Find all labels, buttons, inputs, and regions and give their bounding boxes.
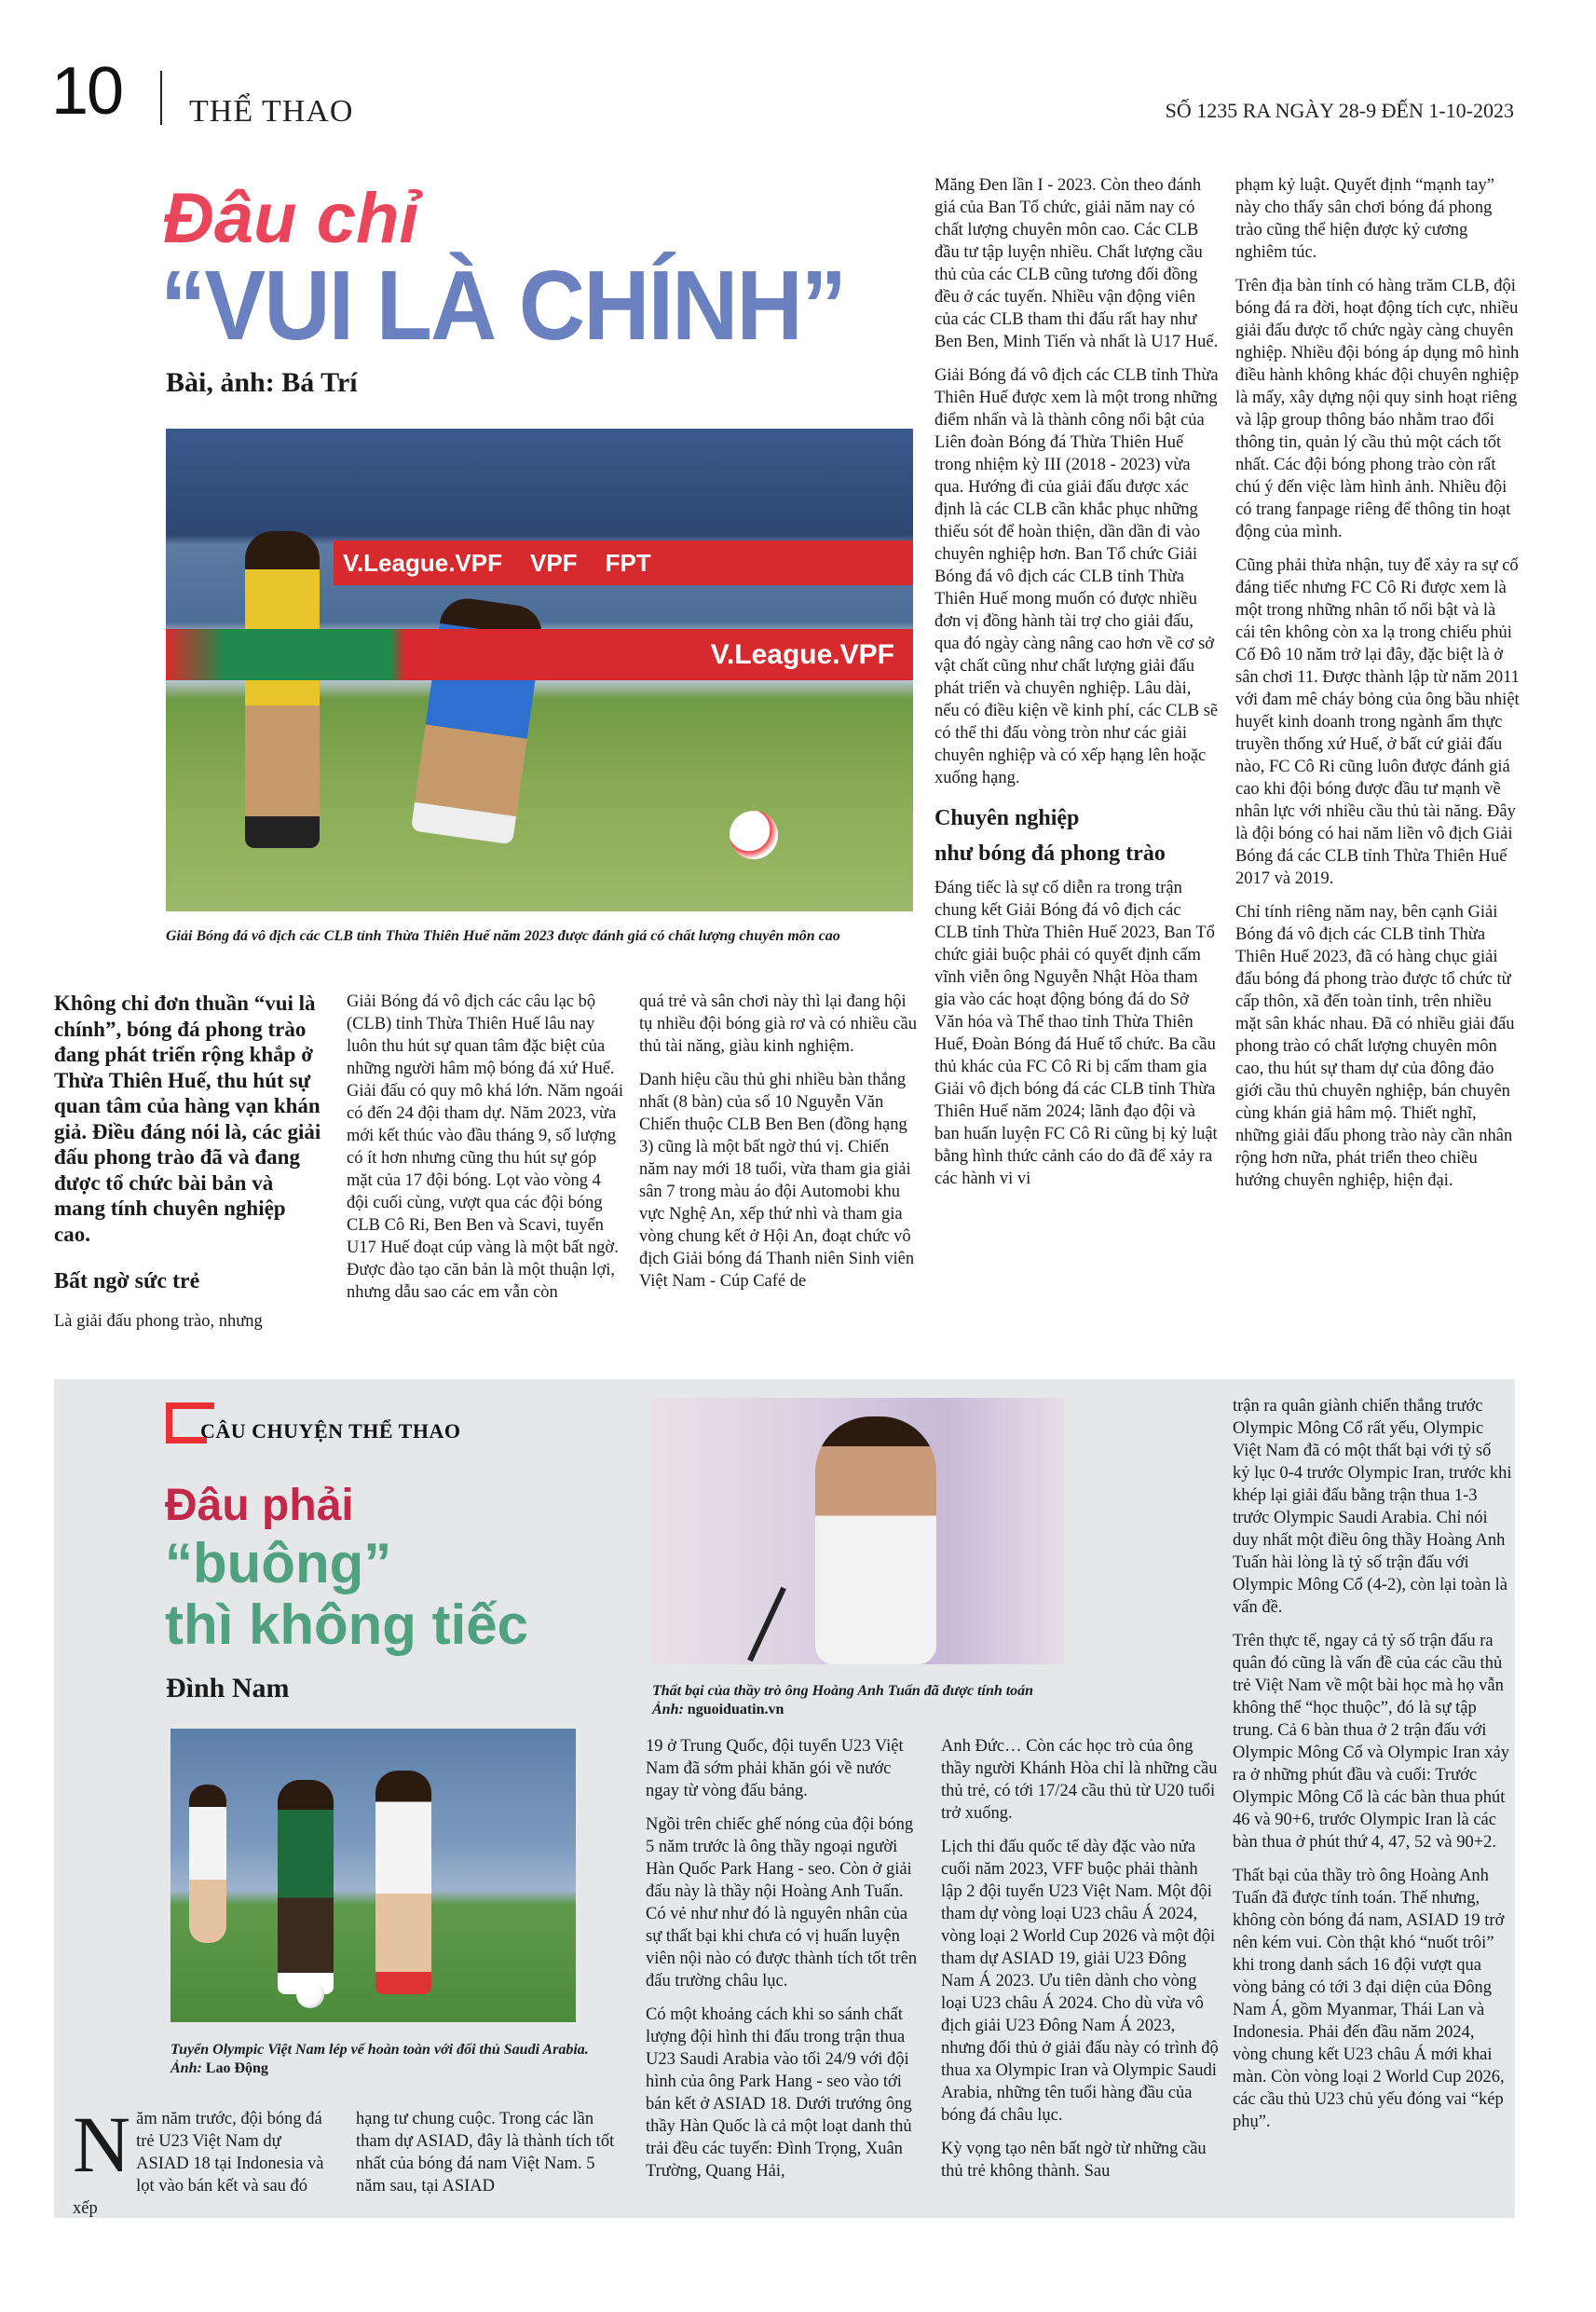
ad-board-upper — [334, 540, 913, 585]
title-line: thì không tiếc — [165, 1594, 528, 1656]
article1-lead: Không chỉ đơn thuần “vui là chính”, bóng đá phong trào đang phát triển rộng khắp ở Thừa Thiên Huế, thu hút sự quan tâm của hàng vạn khán giả. Điều đáng nói là, các giải đấu phong trào đã và đang được tổ chức bài bản và mang tính chuyên nghiệp cao. — [54, 992, 321, 1246]
article1-column-4 — [934, 174, 1219, 1356]
football — [730, 811, 778, 859]
football — [296, 1980, 324, 2008]
ad-text: V.League.VPF — [343, 548, 502, 577]
article1-column-3 — [639, 991, 919, 1359]
paragraph: Giải Bóng đá vô địch các câu lạc bộ (CLB) tỉnh Thừa Thiên Huế lâu nay luôn thu hút sự quan tâm đặc biệt của những người hâm mộ bóng đá xứ Huế. Giải đấu có quy mô khá lớn. Năm ngoái có đến 24 đội tham dự. Năm 2023, vừa mới kết thúc vào đầu tháng 9, số lượng có ít hơn nhưng cũng thu hút sự góp mặt của 17 đội bóng. Lọt vào vòng 4 đội cuối cùng, vượt qua các đội bóng CLB Cô Ri, Ben Ben và Scavi, tuyển U17 Huế đoạt cúp vàng là một bất ngờ. Được đào tạo căn bản là một thuận lợi, nhưng dẫu sao các em vẫn còn — [347, 992, 623, 1302]
subhead-line: Chuyên nghiệp — [934, 806, 1080, 830]
player-yellow — [245, 531, 320, 848]
paragraph: Trên địa bàn tỉnh có hàng trăm CLB, đội bóng đá ra đời, hoạt động tích cực, nhiều giải đấu được tổ chức ngày càng chuyên nghiệp. Nhiều đội bóng áp dụng mô hình điều hành không khác đội chuyên nghiệp là mấy, xây dựng nội quy sinh hoạt riêng và lập group thông báo nhằm trao đổi thông tin, quản lý cầu thủ một cách tốt nhất. Các đội bóng phong trào còn rất chú ý đến việc làm hình ảnh. Nhiều đội có trang fanpage riêng để thông tin hoạt động của mình. — [1235, 277, 1520, 541]
page-number: 10 — [51, 54, 123, 129]
article2-photo-coach — [652, 1398, 1064, 1664]
paragraph: Cũng phải thừa nhận, tuy để xảy ra sự cố đáng tiếc nhưng FC Cô Ri được xem là một trong những nhân tố nổi bật và là cái tên không còn xa lạ trong chiếu phủi Cố Đô 10 năm trở lại đây, đặc biệt là ở sân chơi 11. Được thành lập từ năm 2011 với đam mê cháy bỏng của ông bầu nhiệt huyết kinh doanh trong ngành ẩm thực truyền thống xứ Huế, ở bất cứ giải đấu nào, FC Cô Ri cũng luôn được đánh giá cao khi đội bóng được đầu tư mạnh về nhân lực với nhiều cầu thủ tài năng. Đây là đội bóng có hai năm liền vô địch Giải Bóng đá các CLB tỉnh Thừa Thiên Huế 2017 và 2019. — [1235, 556, 1520, 888]
paragraph: Măng Đen lần I - 2023. Còn theo đánh giá của Ban Tổ chức, giải năm nay có chất lượng chuyên môn cao. Các CLB đầu tư tập luyện nhiều. Chất lượng cầu thủ của các CLB cũng tương đối đồng đều ở các tuyến. Nhiều vận động viên của các CLB tham thi đấu rất hay như Ben Ben, Minh Tiến và nhất là U17 Huế. — [934, 176, 1219, 351]
paragraph: Kỳ vọng tạo nên bất ngờ từ những cầu thủ trẻ không thành. Sau — [941, 2140, 1207, 2181]
article2-column-5 — [1233, 1395, 1512, 2201]
paragraph: Anh Đức… Còn các học trò của ông thầy người Khánh Hòa chỉ là những cầu thủ trẻ, có tới 17/24 cầu thủ từ U20 tuổi trở xuống. — [941, 1737, 1218, 1823]
issue-date: SỐ 1235 RA NGÀY 28-9 ĐẾN 1-10-2023 — [1165, 99, 1514, 122]
section-name: THỂ THAO — [189, 94, 354, 129]
subhead-line: như bóng đá phong trào — [934, 841, 1166, 866]
paragraph: Trên thực tế, ngay cả tỷ số trận đấu ra quân đó cũng là vấn đề của các cầu thủ trẻ Việt Nam về một bài học mà họ vẫn không thể “học thuộc”, đó là sự tập trung. Cả 6 bàn thua ở 2 trận đấu với Olympic Mông Cổ và Olympic Iran xảy ra ở những phút đầu và cuối: Trước Olympic Mông Cổ là các bàn thua phút 46 và 90+6, trước Olympic Iran là các bàn thua ở phút thứ 4, 47, 52 và 90+2. — [1233, 1632, 1509, 1852]
paragraph: Có một khoảng cách khi so sánh chất lượng đội hình thi đấu trong trận thua U23 Saudi Arabia vào tối 24/9 với đội hình của ông Park Hang - seo vào tới bán kết ở ASIAD 18. Dưới trướng ông thầy Hàn Quốc là cả một loạt danh thủ trải đều các tuyến: Đình Trọng, Xuân Trường, Quang Hải, — [646, 2005, 912, 2181]
article1-byline: Bài, ảnh: Bá Trí — [166, 367, 358, 398]
article2-title-line2-3 — [165, 1533, 528, 1656]
microphone — [747, 1587, 786, 1662]
paragraph: Danh hiệu cầu thủ ghi nhiều bàn thắng nhất (8 bàn) của số 10 Nguyễn Văn Chiến thuộc CLB Ben Ben (đồng hạng 3) cũng là một bất ngờ thú vị. Chiến năm nay mới 18 tuổi, vừa tham gia giải sân 7 trong màu áo đội Automobi khu vực Nghệ An, xếp thứ nhì và tham gia vòng chung kết ở Hội An, đoạt chức vô địch Giải bóng đá Thanh niên Sinh viên Việt Nam - Cúp Café de — [639, 1071, 915, 1291]
article1-photo — [166, 429, 913, 911]
article2-column-2 — [356, 2108, 628, 2209]
paragraph: phạm kỷ luật. Quyết định “mạnh tay” này cho thấy sân chơi bóng đá phong trào cũng thể hiện được kỷ cương nghiêm túc. — [1235, 176, 1494, 262]
header-divider — [160, 71, 162, 125]
article2-title-line1: Đâu phải — [165, 1481, 354, 1530]
paragraph — [73, 2100, 326, 2220]
article2-photo-match — [171, 1729, 576, 2022]
article2-photo-match-caption — [171, 2041, 608, 2078]
paragraph: Là giải đấu phong trào, nhưng — [54, 1312, 263, 1331]
article1-photo-caption: Giải Bóng đá vô địch các CLB tỉnh Thừa Thiên Huế năm 2023 được đánh giá có chất lượng chuyên môn cao — [166, 928, 840, 944]
paragraph: 19 ở Trung Quốc, đội tuyển U23 Việt Nam đã sớm phải khăn gói về nước ngay từ vòng đấu bảng. — [646, 1737, 904, 1800]
article1-column-1 — [54, 991, 324, 1344]
article1-title-line2: “VUI LÀ CHÍNH” — [160, 251, 846, 361]
article2-kicker: CÂU CHUYỆN THỂ THAO — [200, 1419, 461, 1443]
player-white-bg — [189, 1785, 226, 1943]
article1-subhead-2 — [934, 800, 1219, 871]
paragraph: Đáng tiếc là sự cố diễn ra trong trận chung kết Giải Bóng đá vô địch các CLB tỉnh Thừa Thiên Huế 2023, Ban Tổ chức giải buộc phải có quyết định cấm vĩnh viễn ông Nguyễn Nhật Hòa tham gia vào các hoạt động bóng đá do Sở Văn hóa và Thể thao tỉnh Thừa Thiên Huế, Đoàn Bóng đá Huế tổ chức. Ba cầu thủ khác của FC Cô Ri bị cấm tham gia Giải vô địch bóng đá các CLB tỉnh Thừa Thiên Huế năm 2024; lãnh đạo đội và ban huấn luyện FC Cô Ri cũng bị kỷ luật bằng hình thức cảnh cáo do đã để xảy ra các hành vi vi — [934, 879, 1218, 1188]
paragraph: Giải Bóng đá vô địch các CLB tỉnh Thừa Thiên Huế được xem là một trong những điểm nhấn và là thành công nổi bật của Liên đoàn Bóng đá Thừa Thiên Huế trong nhiệm kỳ III (2018 - 2023) vừa qua. Hướng đi của giải đấu được xác định là các CLB cần khắc phục những thiếu sót để hoàn thiện, dần dần đi vào chuyên nghiệp hơn. Ban Tổ chức Giải Bóng đá vô địch các CLB tỉnh Thừa Thiên Huế mong muốn có được nhiều đơn vị đồng hành tài trợ cho giải đấu, qua đó ngày càng nâng cao hơn về cơ sở vật chất cũng như chất lượng giải đấu phát triển và chuyên nghiệp. Lâu dài, nếu có điều kiện về kinh phí, các CLB sẽ có thể thi đấu vòng tròn như các giải chuyên nghiệp và có xếp hạng lên hoặc xuống hạng. — [934, 366, 1219, 787]
article1-title-line1: Đâu chỉ — [163, 179, 419, 258]
caption-text: Thất bại của thầy trò ông Hoàng Anh Tuấn đã được tính toán — [652, 1683, 1034, 1699]
article2-column-1 — [73, 2100, 326, 2231]
article2-photo-coach-caption — [652, 1682, 1174, 1719]
ad-text: FPT — [605, 548, 651, 577]
ad-text: VPF — [530, 548, 578, 577]
caption-text: Tuyển Olympic Việt Nam lép vế hoàn toàn với đối thủ Saudi Arabia. Ảnh: — [171, 2042, 589, 2076]
paragraph-text: ăm năm trước, đội bóng đá trẻ U23 Việt Nam dự ASIAD 18 tại Indonesia và lọt vào bán kết và sau đó xếp — [73, 2110, 324, 2218]
player-white — [375, 1771, 431, 1994]
title-line: “buông” — [165, 1532, 392, 1594]
paragraph: Ngồi trên chiếc ghế nóng của đội bóng 5 năm trước là ông thầy ngoại người Hàn Quốc Park Hang - seo. Còn ở giải đấu này là thầy nội Hoàng Anh Tuấn. Có vẻ như như đó là nguyên nhân của sự thất bại khi chưa có vị huấn luyện viên nội nào có được thành tích tốt trên đấu trường châu lục. — [646, 1815, 918, 1991]
paragraph: quá trẻ và sân chơi này thì lại đang hội tụ nhiều đội bóng già rơ và có nhiều cầu thủ tài năng, giàu kinh nghiệm. — [639, 992, 917, 1056]
article2-column-4 — [941, 1735, 1221, 2201]
paragraph: Lịch thi đấu quốc tế dày đặc vào nửa cuối năm 2023, VFF buộc phải thành lập 2 đội tuyển U23 Việt Nam. Một đội tham dự vòng loại U23 châu Á 2024, vòng loại 2 World Cup 2026 và một đội tham dự ASIAD 19, giải U23 Đông Nam Á 2023. Ưu tiên dành cho vòng loại U23 châu Á 2024. Cho dù vừa vô địch giải U23 Đông Nam Á 2023, nhưng đối thủ ở giải đấu này có trình độ thua xa Olympic Iran và Olympic Saudi Arabia, những tên tuổi hàng đầu của bóng đá châu lục. — [941, 1838, 1219, 2125]
photo-credit: nguoiduatin.vn — [687, 1702, 784, 1717]
paragraph: Chỉ tính riêng năm nay, bên cạnh Giải Bóng đá vô địch các CLB tỉnh Thừa Thiên Huế 2023, đã có hàng chục giải đấu bóng đá phong trào được tổ chức từ cấp thôn, xã đến toàn tỉnh, trên nhiều mặt sân khác nhau. Đã có nhiều giải đấu phong trào có chất lượng chuyên môn cao, thu hút sự tham dự của đông đảo giới cầu thủ chuyên nghiệp, bán chuyên cùng khán giả hâm mộ. Thiết nghĩ, những giải đấu phong trào này cần nhân rộng hơn nữa, phát triển theo chiều hướng chuyên nghiệp, hiện đại. — [1235, 903, 1515, 1190]
article2-column-3 — [646, 1735, 923, 2201]
article1-column-2 — [347, 991, 626, 1359]
photo-credit: Lao Động — [205, 2060, 268, 2076]
article1-column-5 — [1235, 174, 1520, 1356]
credit-label: Ảnh: — [652, 1702, 688, 1717]
coach-figure — [815, 1416, 936, 1664]
paragraph: Thất bại của thầy trò ông Hoàng Anh Tuấn đã được tính toán. Thế nhưng, không còn bóng đá nam, ASIAD 19 trở nên kém vui. Còn thật khó “nuốt trôi” khi trong danh sách 16 đội vượt qua vòng bảng có tới 3 đại diện của Đông Nam Á, gồm Myanmar, Thái Lan và Indonesia. Phải đến đầu năm 2024, vòng chung kết U23 châu Á mới khai màn. Còn vòng loại 2 World Cup 2026, các cầu thủ U23 chủ yếu đóng vai “kép phụ”. — [1233, 1867, 1505, 2131]
article1-subhead-1: Bất ngờ sức trẻ — [54, 1269, 200, 1293]
ad-text: V.League.VPF — [710, 638, 894, 670]
player-green — [278, 1780, 334, 1994]
drop-cap: N — [73, 2100, 131, 2189]
ad-board-lower — [166, 629, 913, 680]
article2-byline: Đình Nam — [166, 1673, 290, 1703]
paragraph: hạng tư chung cuộc. Trong các lần tham dự ASIAD, đây là thành tích tốt nhất của bóng đá nam Việt Nam. 5 năm sau, tại ASIAD — [356, 2110, 615, 2196]
paragraph: trận ra quân giành chiến thắng trước Olympic Mông Cổ rất yếu, Olympic Việt Nam đã có một thất bại với tỷ số kỷ lục 0-4 trước Olympic Iran, trước khi khép lại giải đấu bằng trận thua 1-3 trước Olympic Saudi Arabia. Chỉ nói duy nhất một điều ông thầy Hoàng Anh Tuấn hài lòng là tỷ số trận đấu với Olympic Mông Cổ (4-2), còn lại toàn là vấn đề. — [1233, 1397, 1512, 1617]
